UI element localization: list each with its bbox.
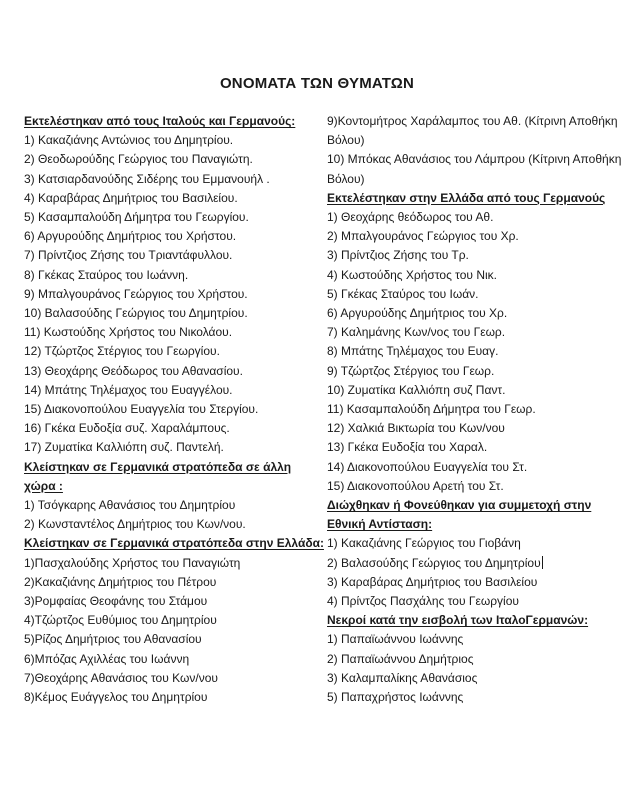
list-item: 2) Παπαϊωάννου Δημήτριος — [327, 651, 474, 666]
list-item: 1) Κακαζιάνης Αντώνιος του Δημητρίου. — [24, 133, 234, 148]
section-heading: Εκτελέστηκαν στην Ελλάδα από τους Γερμανούς — [327, 190, 606, 205]
list-item: 6) Αργυρούδης Δημήτριος του Χρ. — [327, 306, 508, 321]
list-item: 8) Μπάτης Τηλέμαχος του Ευαγ. — [327, 344, 499, 359]
list-item: 10) Μπόκας Αθανάσιος του Λάμπρου (Κίτρινη Αποθήκη Βόλου) — [327, 152, 622, 186]
section-heading: Κλείστηκαν σε Γερμανικά στρατόπεδα σε άλλη χώρα : — [24, 459, 292, 493]
left-column — [24, 112, 324, 707]
section-executed-italians-germans — [24, 112, 324, 458]
section-heading: Κλείστηκαν σε Γερμανικά στρατόπεδα στην Ελλάδα: — [24, 536, 324, 551]
section-camps-greece-continued — [327, 112, 627, 189]
list-item: 16) Γκέκα Ευδοξία συζ. Χαραλάμπους. — [24, 421, 230, 436]
list-item: 11) Κασαμπαλούδη Δήμητρα του Γεωρ. — [327, 402, 536, 417]
list-item: 10) Ζυματίκα Καλλιόπη συζ Παντ. — [327, 382, 506, 397]
list-item: 1)Πασχαλούδης Χρήστος του Παναγιώτη — [24, 555, 241, 570]
list-item: 3)Ρομφαίας Θεοφάνης του Στάμου — [24, 594, 208, 609]
list-item: 5) Γκέκας Σταύρος του Ιωάν. — [327, 286, 479, 301]
list-item: 6)Μπόζας Αχιλλέας του Ιωάννη — [24, 651, 190, 666]
list-item: 8)Κέμος Ευάγγελος του Δημητρίου — [24, 690, 208, 705]
list-item: 5)Ρίζος Δημήτριος του Αθανασίου — [24, 632, 202, 647]
list-item: 5) Παπαχρήστος Ιωάννης — [327, 690, 464, 705]
list-item-text: 2) Βαλασούδης Γεώργιος του Δημητρίου — [327, 555, 541, 570]
section-camps-abroad — [24, 458, 324, 535]
list-item: 2) Θεοδωρούδης Γεώργιος του Παναγιώτη. — [24, 152, 253, 167]
list-item: 13) Γκέκα Ευδοξία του Χαραλ. — [327, 440, 488, 455]
list-item: 2) Μπαλγουράνος Γεώργιος του Χρ. — [327, 229, 519, 244]
list-item: 17) Ζυματίκα Καλλιόπη συζ. Παντελή. — [24, 440, 224, 455]
list-item: 3) Κατσιαρδανούδης Σιδέρης του Εμμανουήλ . — [24, 171, 270, 186]
list-item: 7) Πρίντζιος Ζήσης του Τριαντάφυλλου. — [24, 248, 233, 263]
section-heading: Διώχθηκαν ή Φονεύθηκαν για συμμετοχή στην Εθνική Αντίσταση: — [327, 498, 592, 532]
list-item-with-caret[interactable] — [327, 554, 627, 573]
list-item: 12) Τζώρτζος Στέργιος του Γεωργίου. — [24, 344, 220, 359]
list-item: 3) Καραβάρας Δημήτριος του Βασιλείου — [327, 574, 538, 589]
section-heading: Εκτελέστηκαν από τους Ιταλούς και Γερμανούς: — [24, 114, 296, 128]
right-column — [327, 112, 627, 707]
list-item: 4) Καραβάρας Δημήτριος του Βασιλείου. — [24, 190, 238, 205]
list-item: 6) Αργυρούδης Δημήτριος του Χρήστου. — [24, 229, 237, 244]
list-item: 7)Θεοχάρης Αθανάσιος του Κων/νου — [24, 670, 218, 685]
section-resistance-persecuted — [327, 496, 627, 611]
list-item: 4) Πρίντζος Πασχάλης του Γεωργίου — [327, 594, 519, 609]
list-item: 9) Μπαλγουράνος Γεώργιος του Χρήστου. — [24, 286, 248, 301]
list-item: 10) Βαλασούδης Γεώργιος του Δημητρίου. — [24, 306, 248, 321]
list-item: 3) Καλαμπαλίκης Αθανάσιος — [327, 670, 478, 685]
list-item: 15) Διακονοπούλου Αρετή του Στ. — [327, 478, 504, 493]
list-item: 2)Κακαζιάνης Δημήτριος του Πέτρου — [24, 574, 217, 589]
list-item: 1) Τσόγκαρης Αθανάσιος του Δημητρίου — [24, 498, 236, 513]
list-item: 3) Πρίντζιος Ζήσης του Τρ. — [327, 248, 469, 263]
list-item: 12) Χαλκιά Βικτωρία του Κων/νου — [327, 421, 505, 436]
list-item: 9) Τζώρτζος Στέργιος του Γεωρ. — [327, 363, 495, 378]
list-item: 5) Κασαμπαλούδη Δήμητρα του Γεωργίου. — [24, 210, 249, 225]
list-item: 4)Τζώρτζος Ευθύμιος του Δημητρίου — [24, 613, 217, 628]
document-title: ΟΝΟΜΑΤΑ ΤΩΝ ΘΥΜΑΤΩΝ — [219, 75, 415, 92]
section-heading: Νεκροί κατά την εισβολή των ΙταλοΓερμανών: — [327, 613, 589, 628]
list-item: 1) Θεοχάρης θεόδωρος του Αθ. — [327, 210, 494, 225]
section-killed-during-invasion — [327, 611, 627, 707]
list-item: 1) Παπαϊωάννου Ιωάννης — [327, 632, 464, 647]
list-item: 11) Κωστούδης Χρήστος του Νικολάου. — [24, 325, 233, 340]
list-item: 7) Καλημάνης Κων/νος του Γεωρ. — [327, 325, 506, 340]
list-item: 15) Διακονοπούλου Ευαγγελία του Στεργίου. — [24, 402, 259, 417]
list-item: 14) Μπάτης Τηλέμαχος του Ευαγγέλου. — [24, 382, 233, 397]
list-item: 8) Γκέκας Σταύρος του Ιωάννη. — [24, 267, 189, 282]
list-item: 4) Κωστούδης Χρήστος του Νικ. — [327, 267, 497, 282]
list-item: 9)Κοντομήτρος Χαράλαμπος του Αθ. (Κίτρινη Αποθήκη Βόλου) — [327, 114, 618, 148]
list-item: 13) Θεοχάρης Θεόδωρος του Αθανασίου. — [24, 363, 243, 378]
list-item: 14) Διακονοπούλου Ευαγγελία του Στ. — [327, 459, 528, 474]
section-camps-greece — [24, 534, 324, 707]
section-executed-in-greece-by-germans — [327, 189, 627, 496]
text-cursor — [542, 556, 543, 569]
list-item: 1) Κακαζιάνης Γεώργιος του Γιοβάνη — [327, 536, 521, 551]
list-item: 2) Κωνσταντέλος Δημήτριος του Κων/νου. — [24, 517, 246, 532]
